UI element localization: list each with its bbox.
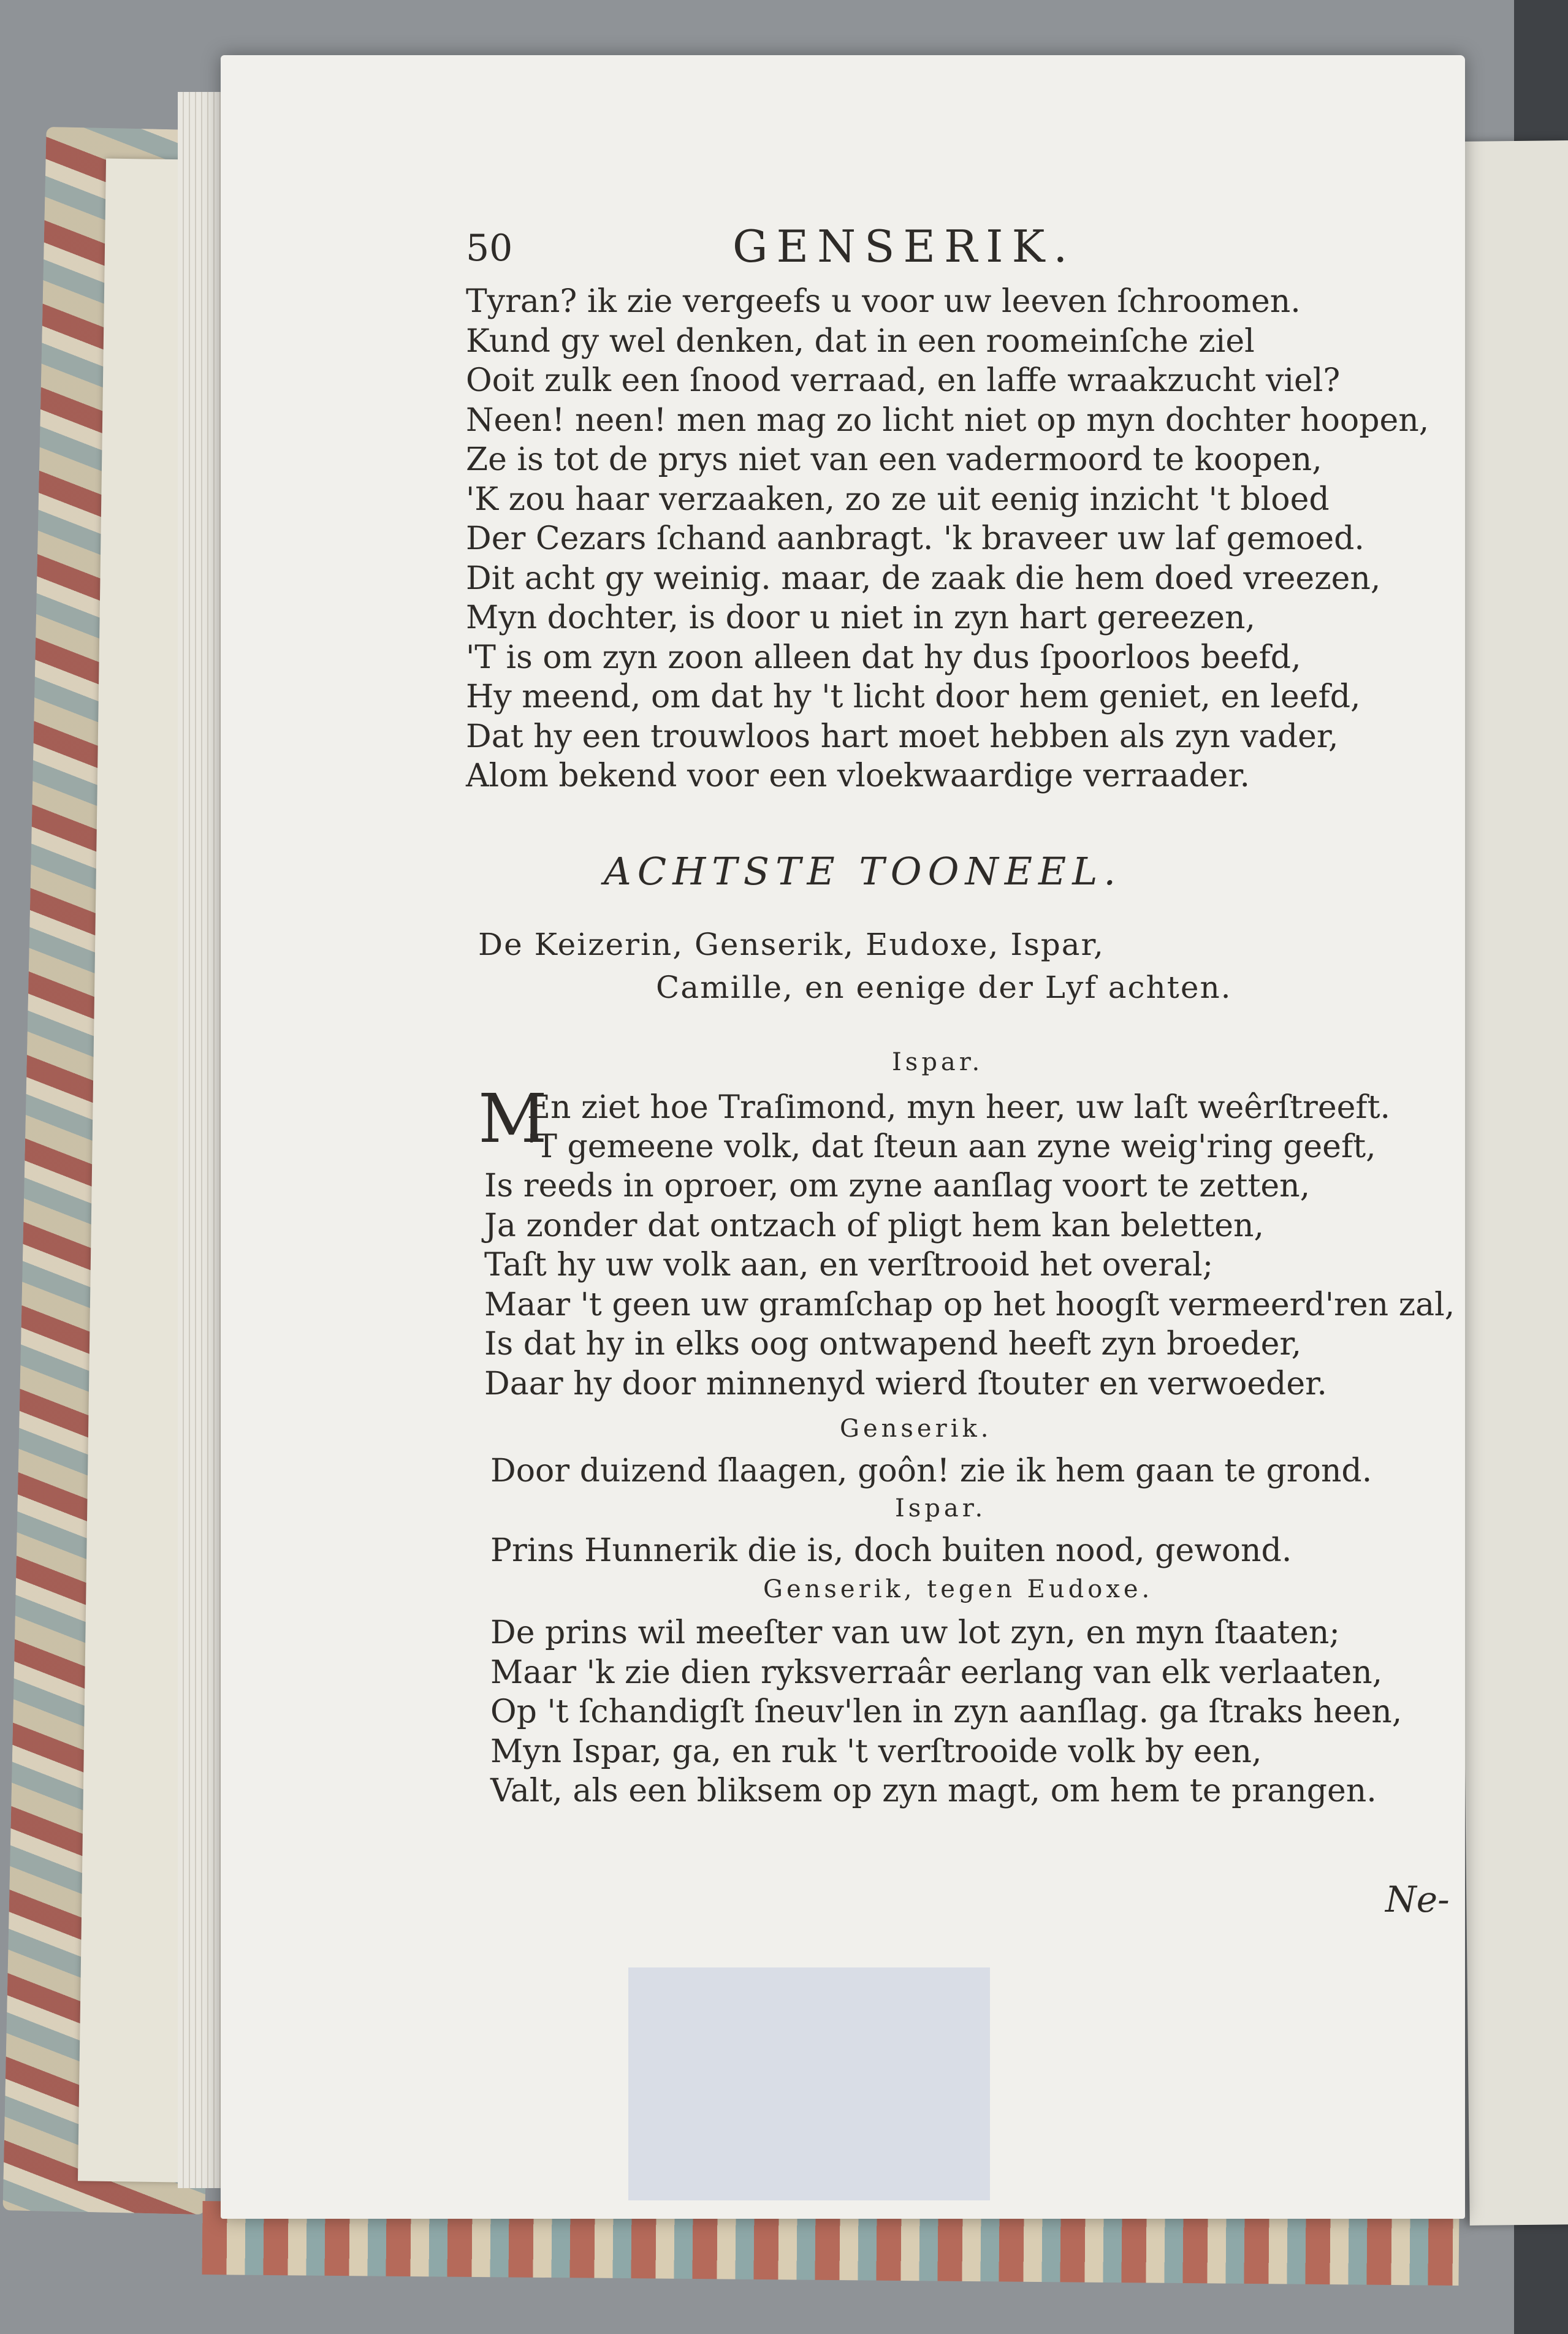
speaker-genserik-to-eudoxe: Genserik, tegen Eudoxe. — [763, 1575, 1154, 1603]
verse-line: Hy meend, om dat hy 't licht door hem geniet, en leefd, — [466, 679, 1361, 715]
redaction-box — [628, 1967, 990, 2200]
opening-verse — [466, 282, 1429, 796]
speech-genserik-lines — [490, 1613, 1402, 1811]
verse-line: Alom bekend voor een vloekwaardige verraader. — [466, 758, 1250, 794]
scene-title: ACHTSTE TOONEEL. — [604, 849, 1122, 894]
verse-line: Taſt hy uw volk aan, en verſtrooid het overal; — [484, 1247, 1214, 1283]
speaker-ispar: Ispar. — [892, 1048, 984, 1076]
verse-line: Dit acht gy weinig. maar, de zaak die hem doed vreezen, — [466, 560, 1381, 597]
verse-line: Maar 't geen uw gramſchap op het hoogſt vermeerd'ren zal, — [484, 1286, 1455, 1323]
verse-line: Prins Hunnerik die is, doch buiten nood, gewond. — [490, 1532, 1292, 1569]
verse-line: Op 't ſchandigſt ſneuv'len in zyn aanſlag. ga ſtraks heen, — [490, 1693, 1402, 1730]
verse-line: Ja zonder dat ontzach of pligt hem kan beletten, — [484, 1207, 1264, 1244]
verse-line: Door duizend ſlaagen, goôn! zie ik hem gaan te grond. — [490, 1453, 1372, 1489]
verse-line: Dat hy een trouwloos hart moet hebben als zyn vader, — [466, 718, 1339, 755]
verse-line: Myn dochter, is door u niet in zyn hart gereezen, — [466, 599, 1256, 636]
verse-line: Valt, als een bliksem op zyn magt, om hem te prangen. — [490, 1773, 1377, 1809]
verse-line: Maar 'k zie dien ryksverraâr eerlang van elk verlaaten, — [490, 1654, 1383, 1691]
running-title: GENSERIK. — [733, 221, 1076, 272]
verse-line: Der Cezars ſchand aanbragt. 'k braveer uw laf gemoed. — [466, 520, 1364, 557]
verse-line: Tyran? ik zie vergeefs u voor uw leeven ſchroomen. — [466, 283, 1301, 320]
speech-ispar-lines — [484, 1166, 1455, 1404]
verse-line: Ze is tot de prys niet van een vadermoord te koopen, — [466, 441, 1322, 478]
speaker-ispar: Ispar. — [895, 1494, 987, 1522]
verse-line: En ziet hoe Traſimond, myn heer, uw laſt weêrſtreeft. — [527, 1089, 1391, 1126]
drop-cap: M — [478, 1079, 547, 1158]
verse-line: Daar hy door minnenyd wierd ſtouter en verwoeder. — [484, 1365, 1327, 1402]
verse-line: Neen! neen! men mag zo licht niet op myn dochter hoopen, — [466, 401, 1429, 439]
verse-line: Myn Ispar, ga, en ruk 't verſtrooide volk by een, — [490, 1733, 1262, 1770]
speaker-genserik: Genserik. — [840, 1415, 992, 1443]
verse-line: Is dat hy in elks oog ontwapend heeft zyn broeder, — [484, 1326, 1302, 1363]
speech-first-lines — [527, 1088, 1390, 1166]
catchword: Ne- — [1385, 1879, 1450, 1920]
cast-list-line2: Camille, en eenige der Lyf achten. — [656, 970, 1232, 1005]
verse-line: 'K zou haar verzaaken, zo ze uit eenig inzicht 't bloed — [466, 481, 1330, 518]
verse-line: 'T gemeene volk, dat ſteun aan zyne weig'ring geeft, — [527, 1128, 1376, 1165]
verse-line: Kund gy wel denken, dat in een roomeinſche ziel — [466, 322, 1255, 360]
verse-line: De prins wil meeſter van uw lot zyn, en myn ſtaaten; — [490, 1614, 1340, 1651]
adjacent-page — [1448, 140, 1568, 2226]
verse-line: 'T is om zyn zoon alleen dat hy dus ſpoorloos beefd, — [466, 639, 1301, 676]
verse-line: Ooit zulk een ſnood verraad, en laffe wraakzucht viel? — [466, 362, 1341, 399]
verse-line: Is reeds in oproer, om zyne aanſlag voort te zetten, — [484, 1168, 1311, 1204]
cast-list-line1: De Keizerin, Genserik, Eudoxe, Ispar, — [478, 927, 1105, 962]
page-number: 50 — [466, 227, 513, 270]
